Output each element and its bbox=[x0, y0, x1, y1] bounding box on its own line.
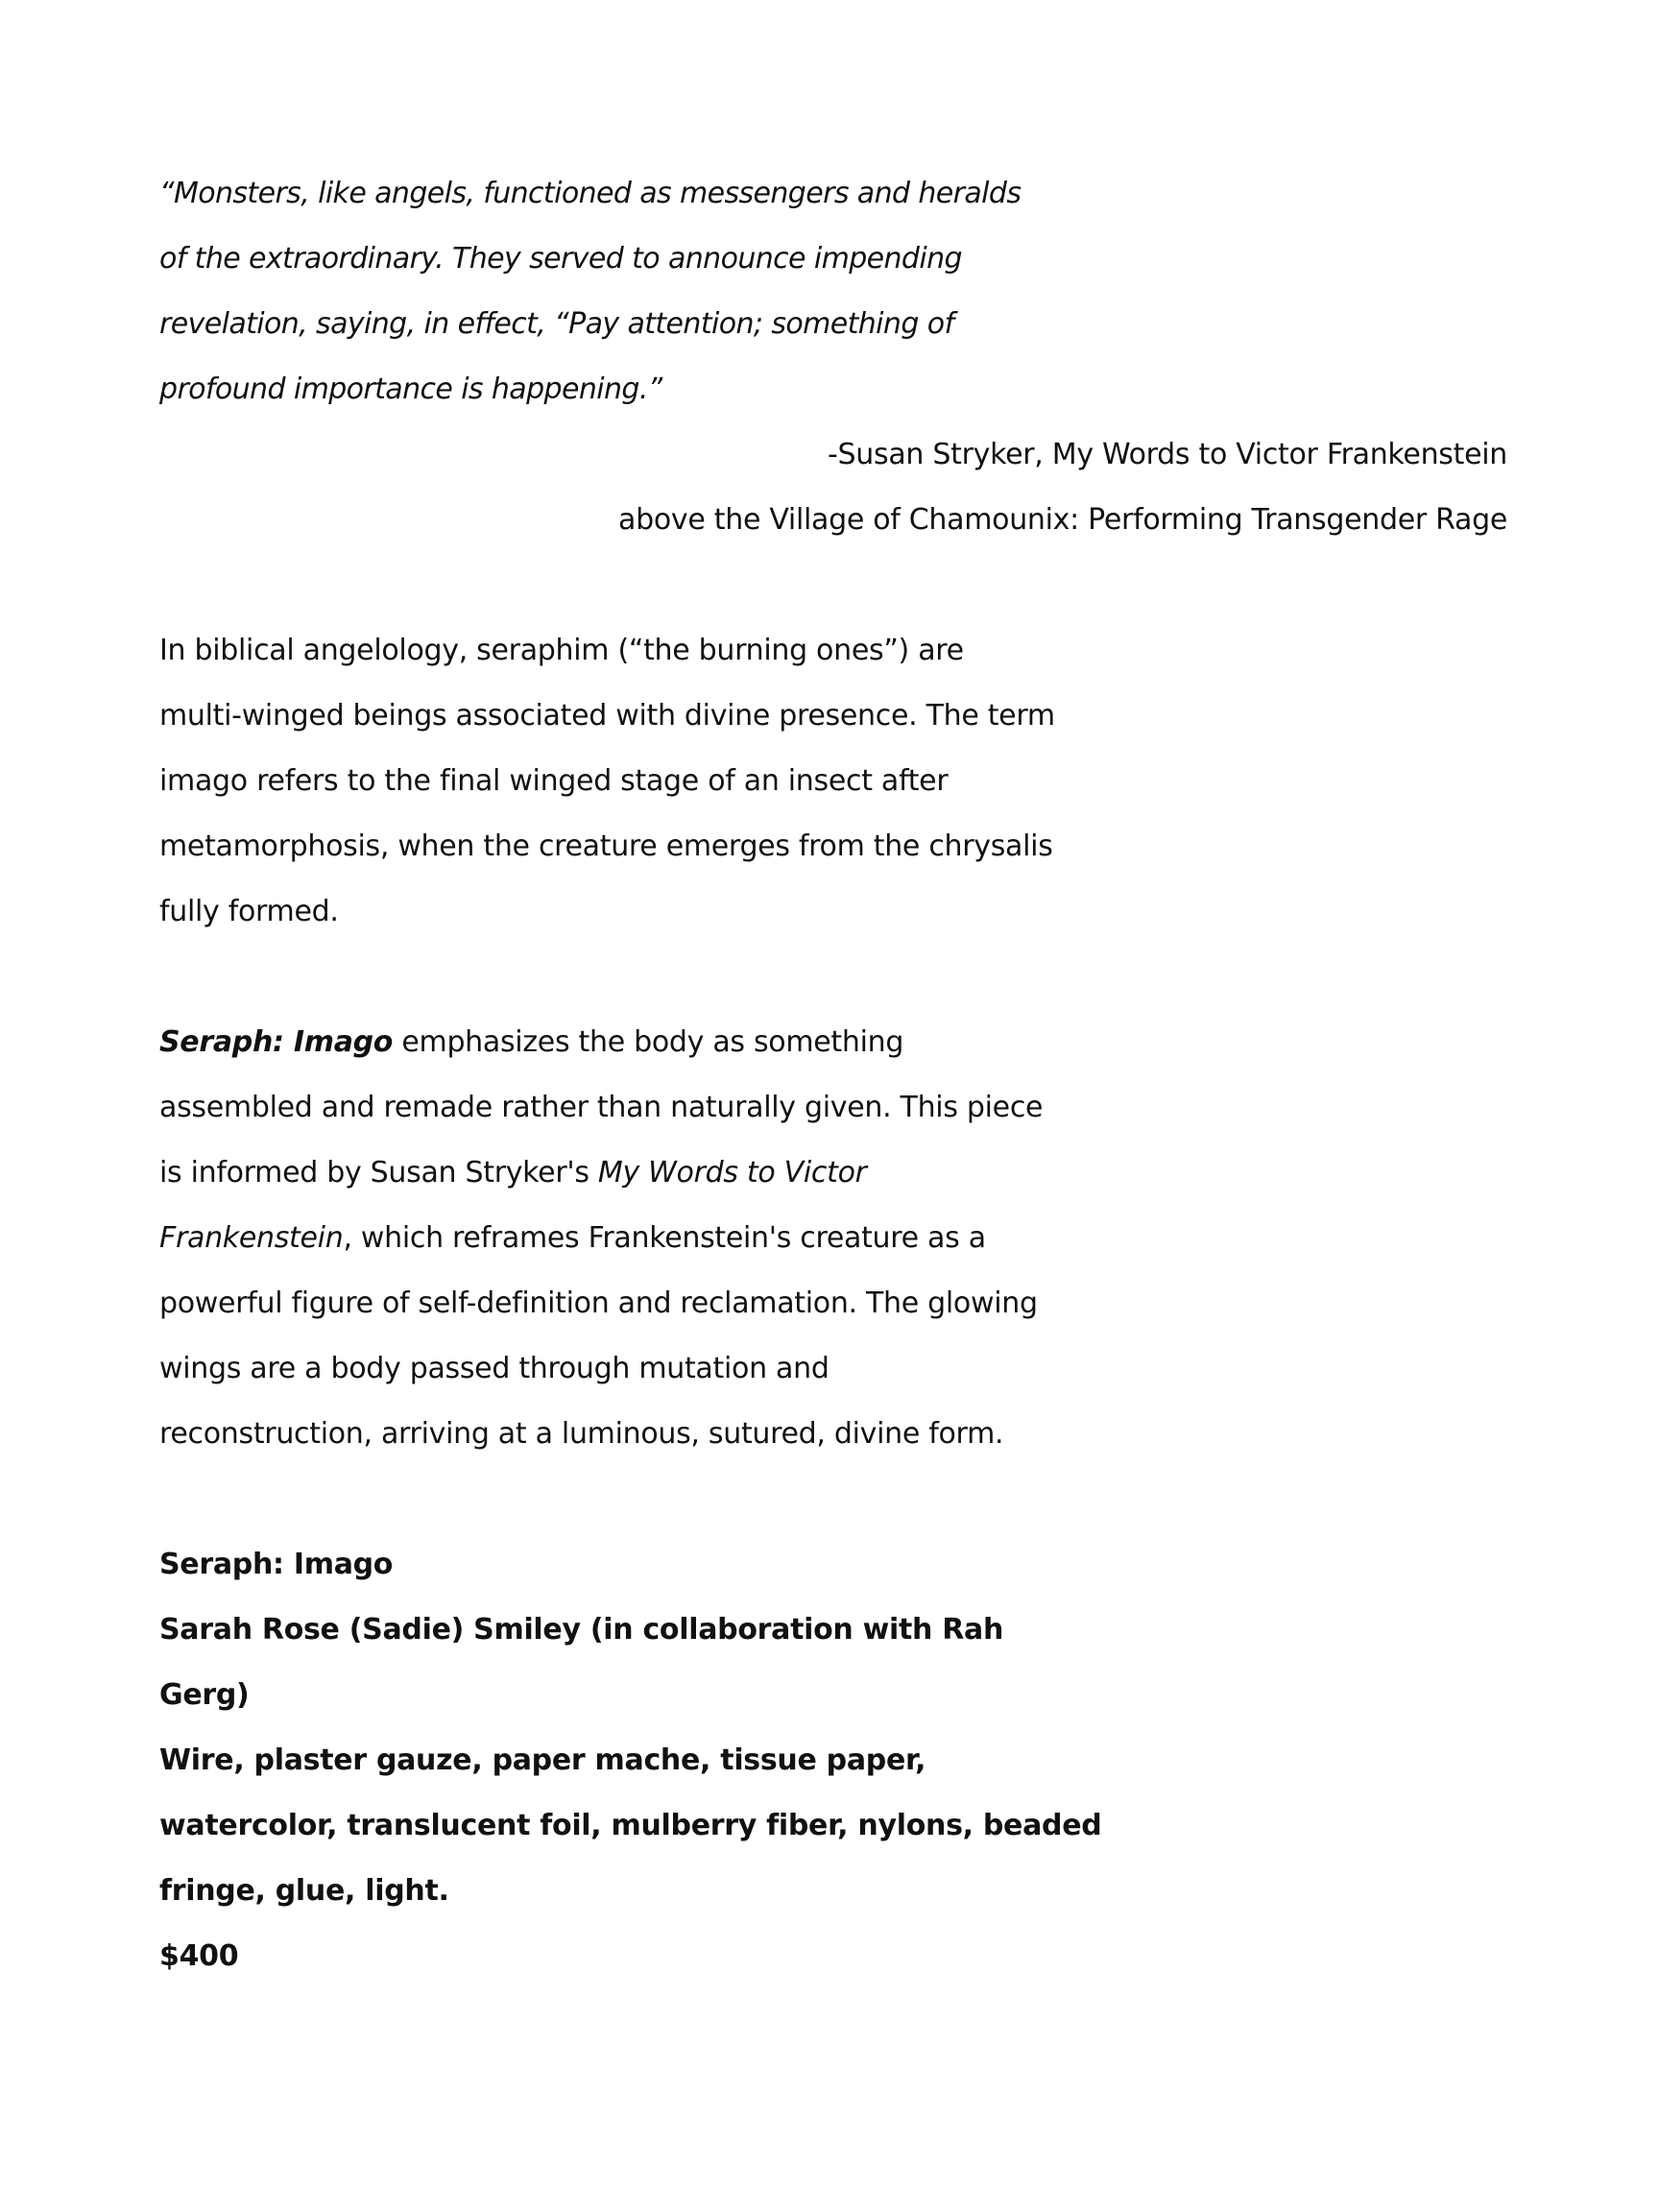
quote-line: revelation, saying, in effect, “Pay attention; something of bbox=[159, 307, 954, 341]
quote-attribution bbox=[159, 422, 1523, 553]
text-run: , which reframes Frankenstein's creature as a bbox=[343, 1221, 986, 1255]
spacer bbox=[159, 553, 1523, 618]
paragraph-line bbox=[159, 1141, 1523, 1206]
credit-materials: watercolor, translucent foil, mulberry fiber, nylons, beaded bbox=[159, 1809, 1102, 1842]
quote-line: profound importance is happening.” bbox=[159, 373, 662, 406]
book-title-italic: My Words to Victor bbox=[597, 1156, 867, 1190]
paragraph-line: reconstruction, arriving at a luminous, sutured, divine form. bbox=[159, 1417, 1004, 1451]
paragraph-line bbox=[159, 1010, 1523, 1075]
credit-artist: Sarah Rose (Sadie) Smiley (in collaboration with Rah bbox=[159, 1613, 1004, 1647]
attribution-line: -Susan Stryker, My Words to Victor Frankenstein bbox=[828, 438, 1507, 471]
paragraph-line: In biblical angelology, seraphim (“the burning ones”) are bbox=[159, 634, 964, 667]
paragraph-line: powerful figure of self-definition and reclamation. The glowing bbox=[159, 1286, 1038, 1320]
book-title-italic: Frankenstein bbox=[159, 1221, 344, 1255]
attribution-line: above the Village of Chamounix: Performing Transgender Rage bbox=[618, 503, 1507, 537]
credit-materials: Wire, plaster gauze, paper mache, tissue paper, bbox=[159, 1743, 926, 1777]
paragraph-line: metamorphosis, when the creature emerges from the chrysalis bbox=[159, 830, 1053, 863]
quote-line: “Monsters, like angels, functioned as messengers and heralds bbox=[159, 177, 1022, 210]
spacer bbox=[159, 945, 1523, 1010]
credit-title: Seraph: Imago bbox=[159, 1548, 394, 1581]
epigraph-quote bbox=[159, 161, 1523, 422]
credit-artist: Gerg) bbox=[159, 1678, 250, 1712]
artwork-description bbox=[159, 1010, 1523, 1467]
wall-label bbox=[159, 161, 1523, 1989]
paragraph-line: fully formed. bbox=[159, 895, 339, 928]
paragraph-line: wings are a body passed through mutation and bbox=[159, 1352, 830, 1385]
quote-line: of the extraordinary. They served to announce impending bbox=[159, 242, 962, 276]
intro-paragraph bbox=[159, 618, 1523, 945]
artwork-credits bbox=[159, 1532, 1523, 1989]
paragraph-line: assembled and remade rather than naturally given. This piece bbox=[159, 1091, 1044, 1124]
artwork-title-inline: Seraph: Imago bbox=[159, 1025, 394, 1059]
spacer bbox=[159, 1467, 1523, 1532]
paragraph-line: multi-winged beings associated with divine presence. The term bbox=[159, 699, 1055, 733]
text-run: is informed by Susan Stryker's bbox=[159, 1156, 598, 1190]
paragraph-line: imago refers to the final winged stage of an insect after bbox=[159, 764, 949, 798]
paragraph-line bbox=[159, 1206, 1523, 1271]
credit-materials: fringe, glue, light. bbox=[159, 1874, 449, 1908]
credit-price: $400 bbox=[159, 1939, 239, 1973]
text-run: emphasizes the body as something bbox=[393, 1025, 904, 1059]
